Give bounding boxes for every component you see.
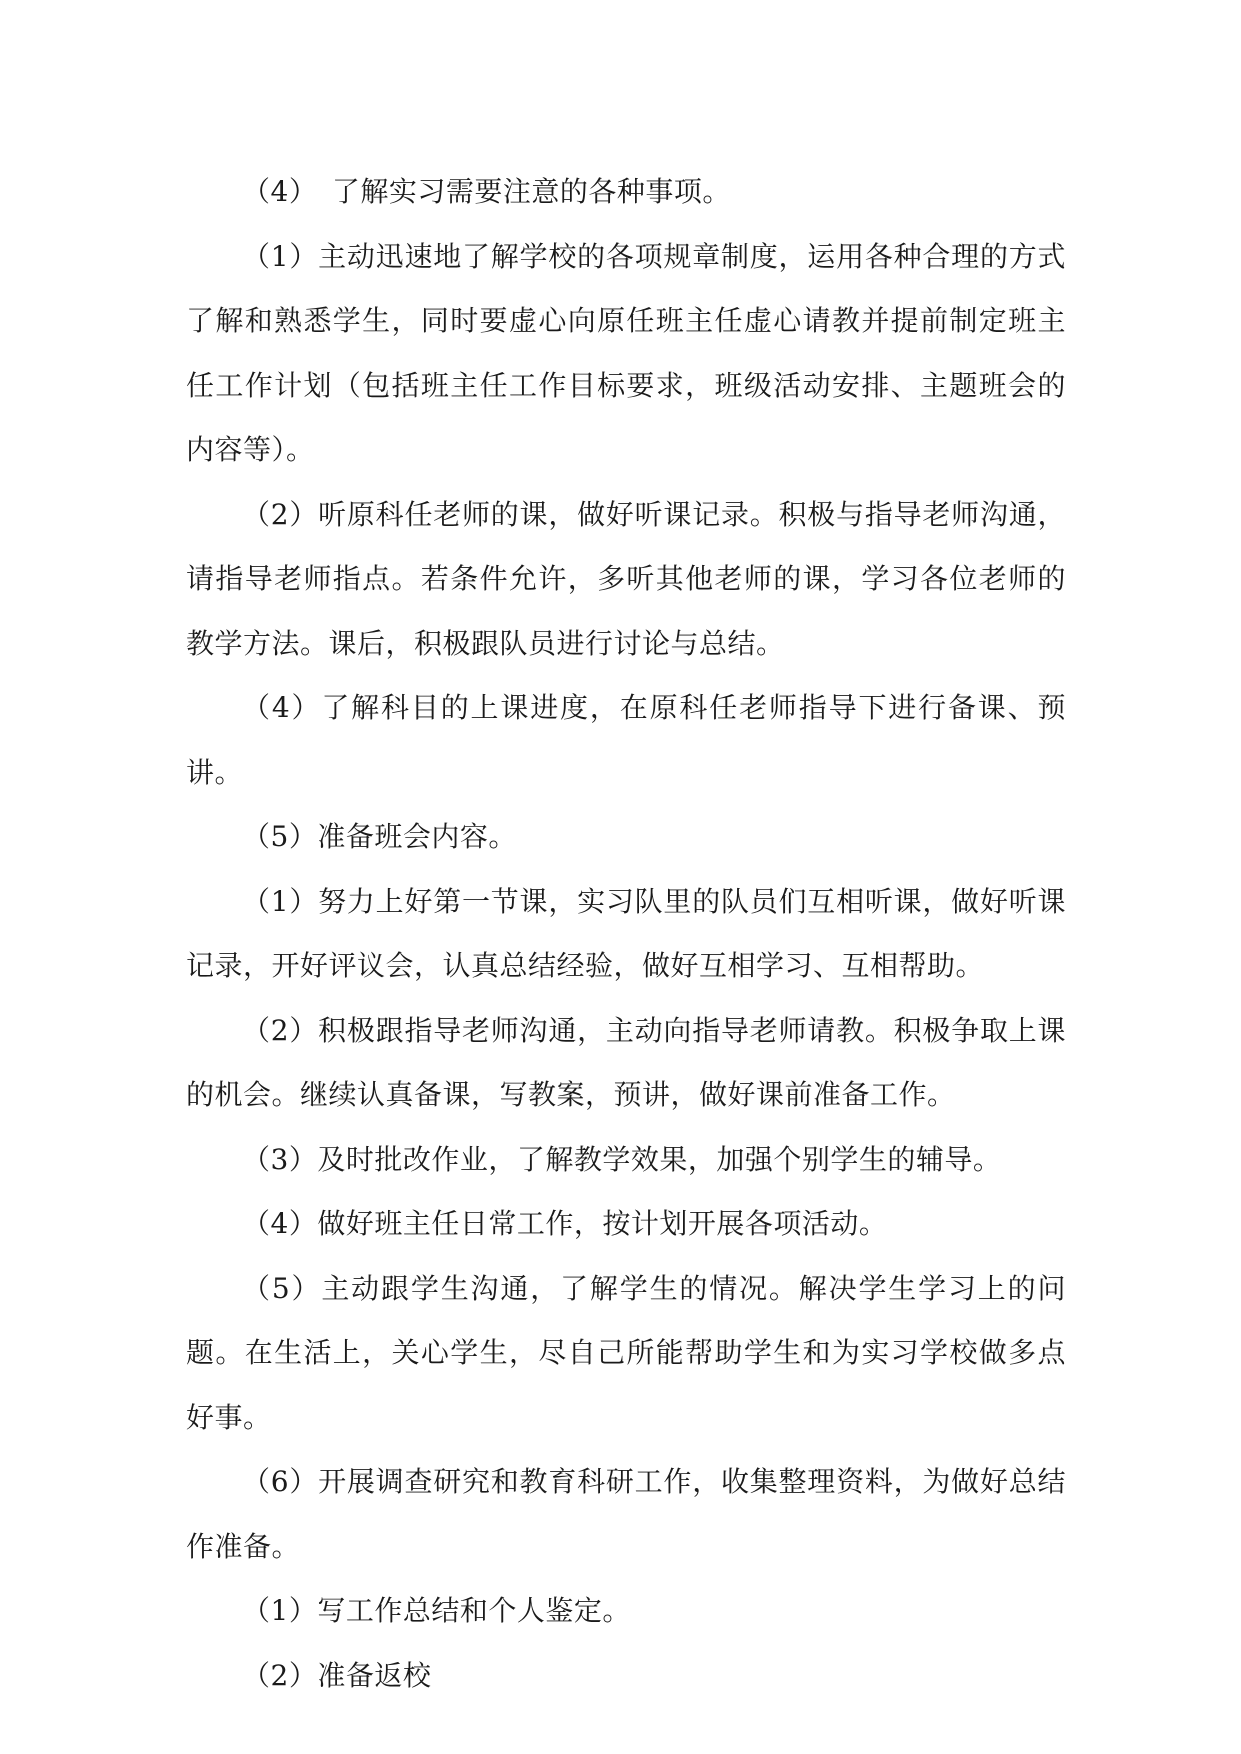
paragraph-homework: （3）及时批改作业，了解教学效果，加强个别学生的辅导。 — [242, 1142, 1002, 1176]
paragraph-summary: （1）写工作总结和个人鉴定。 — [242, 1594, 631, 1627]
paragraph-communicate: （2）积极跟指导老师沟通，主动向指导老师请教。积极争取上课的机会。继续认真备课，写教案，预讲，做好课前准备工作。 — [186, 1013, 1066, 1111]
document-body — [186, 160, 1066, 1708]
paragraph-first-lesson: （1）努力上好第一节课，实习队里的队员们互相听课，做好听课记录，开好评议会，认真总结经验，做好互相学习、互相帮助。 — [186, 884, 1066, 982]
paragraph-notes: （4） 了解实习需要注意的各种事项。 — [242, 175, 731, 208]
paragraph-daily-work: （4）做好班主任日常工作，按计划开展各项活动。 — [242, 1207, 888, 1240]
paragraph-observe-class: （2）听原科任老师的课，做好听课记录。积极与指导老师沟通，请指导老师指点。若条件允许，多听其他老师的课，学习各位老师的教学方法。课后，积极跟队员进行讨论与总结。 — [186, 497, 1066, 660]
paragraph-progress: （4）了解科目的上课进度，在原科任老师指导下进行备课、预讲。 — [186, 691, 1066, 789]
paragraph-rules: （1）主动迅速地了解学校的各项规章制度，运用各种合理的方式了解和熟悉学生，同时要虚心向原任班主任虚心请教并提前制定班主任工作计划（包括班主任工作目标要求，班级活动安排、主题班会的内容等）。 — [186, 239, 1066, 466]
paragraph-class-meeting: （5）准备班会内容。 — [242, 820, 517, 853]
paragraph-return: （2）准备返校 — [242, 1658, 432, 1692]
paragraph-research: （6）开展调查研究和教育科研工作，收集整理资料，为做好总结作准备。 — [186, 1465, 1066, 1563]
paragraph-students: （5）主动跟学生沟通，了解学生的情况。解决学生学习上的问题。在生活上，关心学生，尽自己所能帮助学生和为实习学校做多点好事。 — [186, 1271, 1066, 1434]
